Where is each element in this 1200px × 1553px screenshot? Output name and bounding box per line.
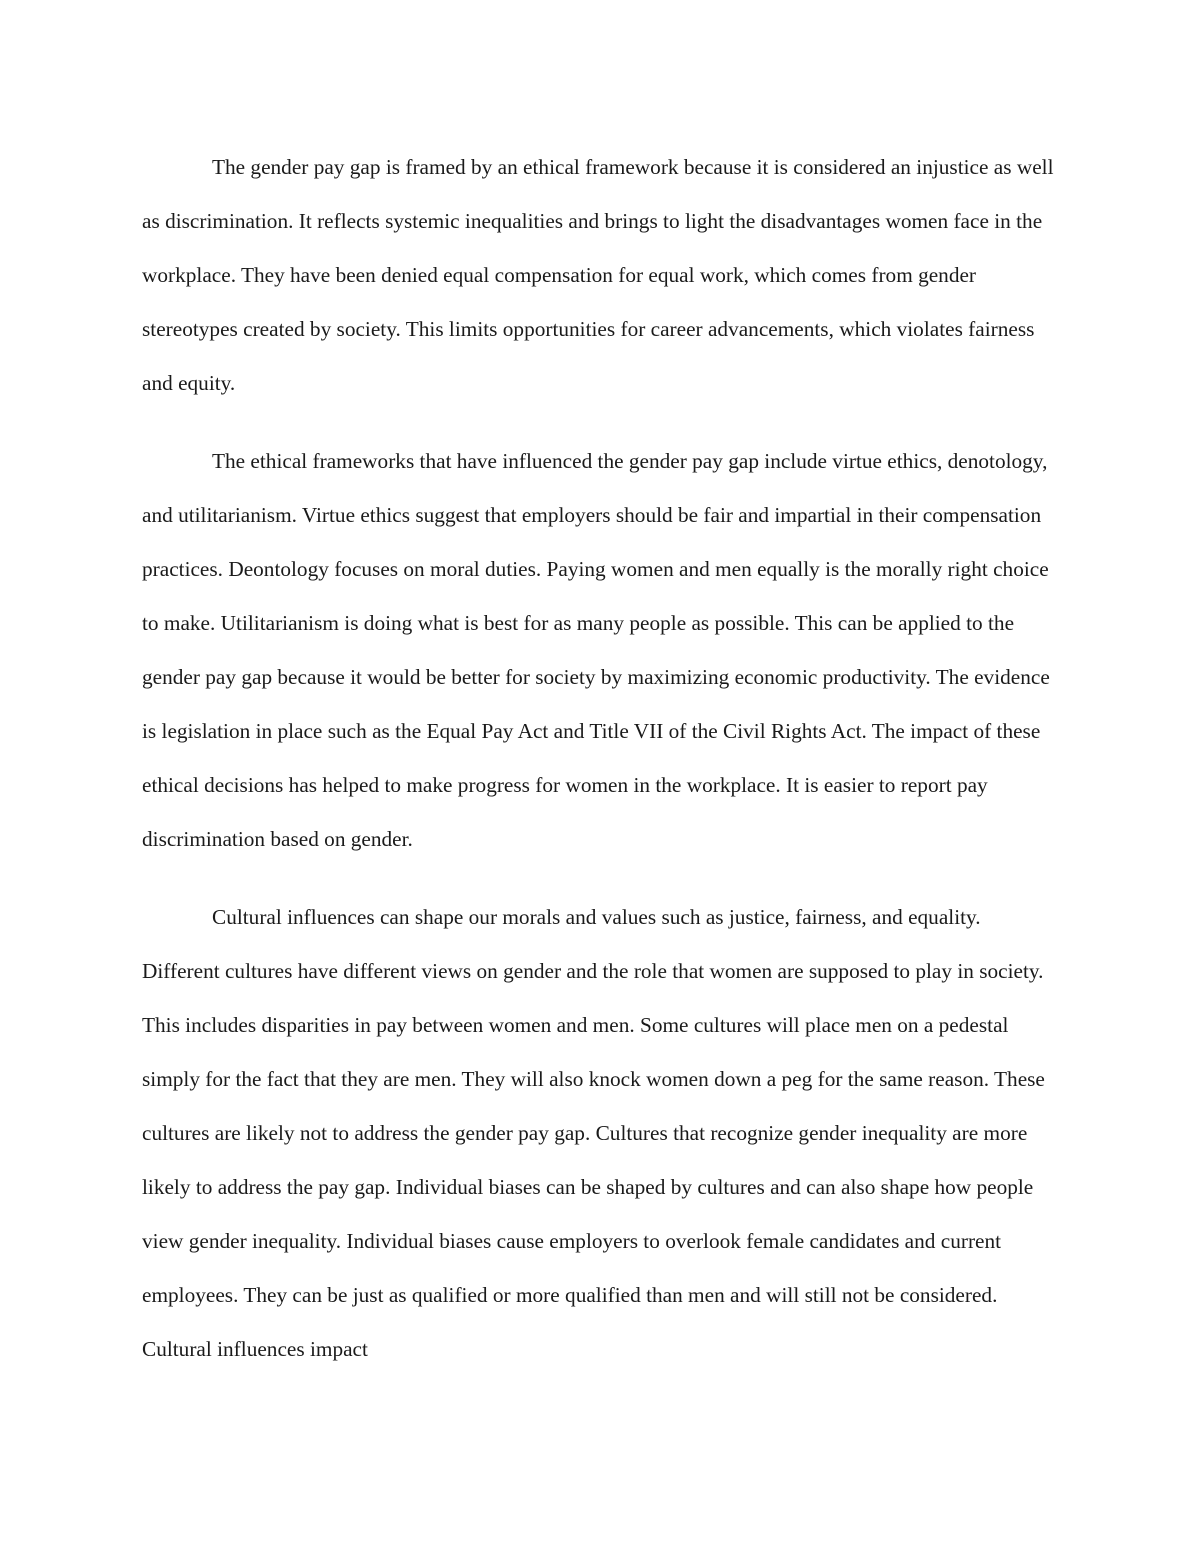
paragraph-ethical-frameworks-influence: The ethical frameworks that have influenced the gender pay gap include virtue ethics, denotology, and utilitarianism. Virtue ethics suggest that employers should be fair and impartial in their compensation practices. Deontology focuses on moral duties. Paying women and men equally is the morally right choice to make. Utilitarianism is doing what is best for as many people as possible. This can be applied to the gender pay gap because it would be better for society by maximizing economic productivity. The evidence is legislation in place such as the Equal Pay Act and Title VII of the Civil Rights Act. The impact of these ethical decisions has helped to make progress for women in the workplace. It is easier to report pay discrimination based on gender. [142, 449, 1050, 851]
paragraph-ethical-framework: The gender pay gap is framed by an ethical framework because it is considered an injustice as well as discrimination. It reflects systemic inequalities and brings to light the disadvantages women face in the workplace. They have been denied equal compensation for equal work, which comes from gender stereotypes created by society. This limits opportunities for career advancements, which violates fairness and equity. [142, 155, 1054, 395]
paragraph-cultural-influences: Cultural influences can shape our morals and values such as justice, fairness, and equality. Different cultures have different views on gender and the role that women are supposed to play in society. This includes disparities in pay between women and men. Some cultures will place men on a pedestal simply for the fact that they are men. They will also knock women down a peg for the same reason. These cultures are likely not to address the gender pay gap. Cultures that recognize gender inequality are more likely to address the pay gap. Individual biases can be shaped by cultures and can also shape how people view gender inequality. Individual biases cause employers to overlook female candidates and current employees. They can be just as qualified or more qualified than men and will still not be considered. Cultural influences impact [142, 905, 1045, 1361]
document-body [142, 140, 1060, 1376]
